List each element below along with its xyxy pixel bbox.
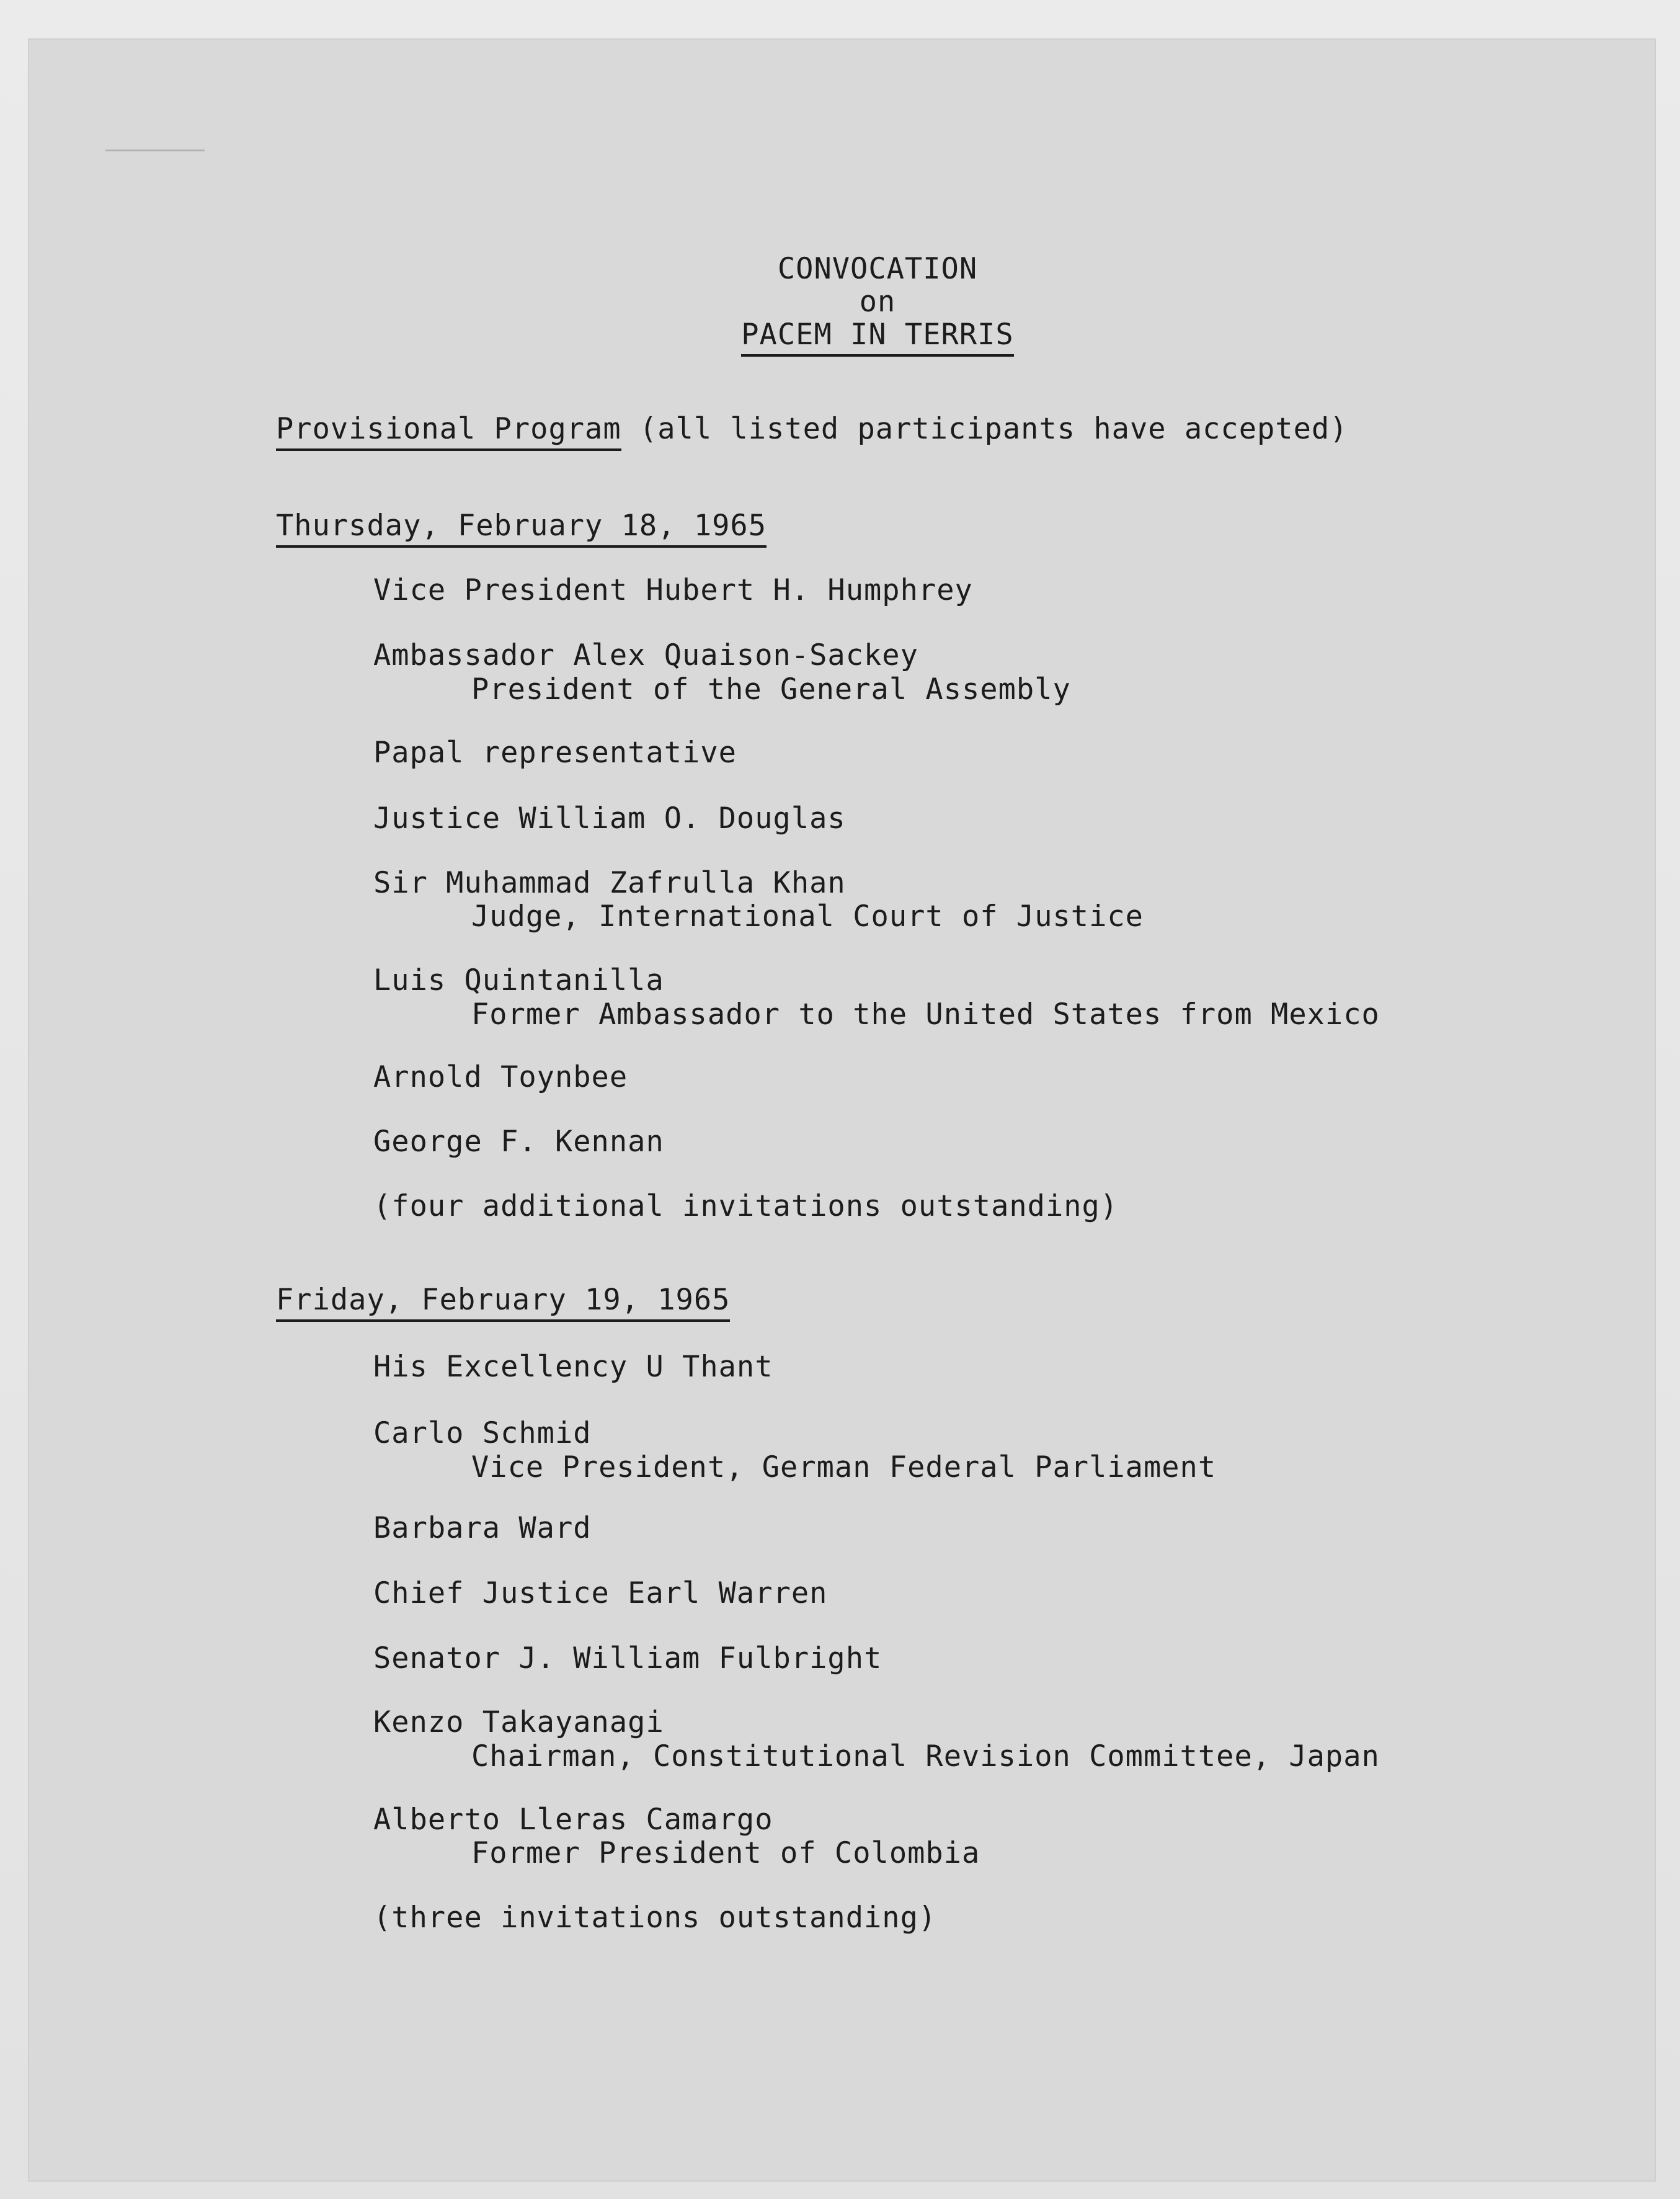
day1-date-text: Thursday, February 18, 1965 [276, 509, 767, 548]
participant-name: Kenzo Takayanagi [373, 1705, 664, 1739]
participant-title: Chairman, Constitutional Revision Committee, Japan [471, 1739, 1380, 1773]
participant-name: Arnold Toynbee [373, 1060, 628, 1094]
header-subtitle [0, 318, 1680, 352]
header-subtitle-text: PACEM IN TERRIS [741, 318, 1013, 357]
participant-title: Vice President, German Federal Parliament [471, 1450, 1217, 1484]
participant-name: Ambassador Alex Quaison-Sackey [373, 638, 918, 672]
participant-title: Judge, International Court of Justice [471, 899, 1144, 934]
participant-title: President of the General Assembly [471, 672, 1071, 707]
participant-name: Vice President Hubert H. Humphrey [373, 573, 973, 607]
outstanding-note: (three invitations outstanding) [373, 1901, 937, 1935]
participant-name: Alberto Lleras Camargo [373, 1803, 773, 1837]
day2-date [276, 1283, 731, 1317]
header-connector: on [859, 285, 896, 319]
participant-name: Papal representative [373, 736, 737, 770]
program-line [276, 414, 1348, 444]
participant-name: Sir Muhammad Zafrulla Khan [373, 866, 846, 900]
participant-name: Senator J. William Fulbright [373, 1641, 882, 1675]
participant-name: Carlo Schmid [373, 1416, 592, 1450]
participant-title: Former President of Colombia [471, 1836, 980, 1870]
participant-name: George F. Kennan [373, 1125, 664, 1159]
outstanding-note: (four additional invitations outstanding) [373, 1189, 1119, 1223]
participant-name: Justice William O. Douglas [373, 801, 846, 836]
participant-title: Former Ambassador to the United States from Mexico [471, 997, 1380, 1032]
program-note: (all listed participants have accepted) [639, 412, 1348, 446]
participant-name: Barbara Ward [373, 1511, 592, 1545]
participant-name: Chief Justice Earl Warren [373, 1576, 828, 1610]
day1-date [276, 509, 767, 543]
day2-date-text: Friday, February 19, 1965 [276, 1283, 730, 1322]
participant-name: Luis Quintanilla [373, 963, 664, 997]
participant-name: His Excellency U Thant [373, 1350, 773, 1384]
program-label: Provisional Program [276, 412, 621, 451]
header-title: CONVOCATION [777, 252, 978, 286]
